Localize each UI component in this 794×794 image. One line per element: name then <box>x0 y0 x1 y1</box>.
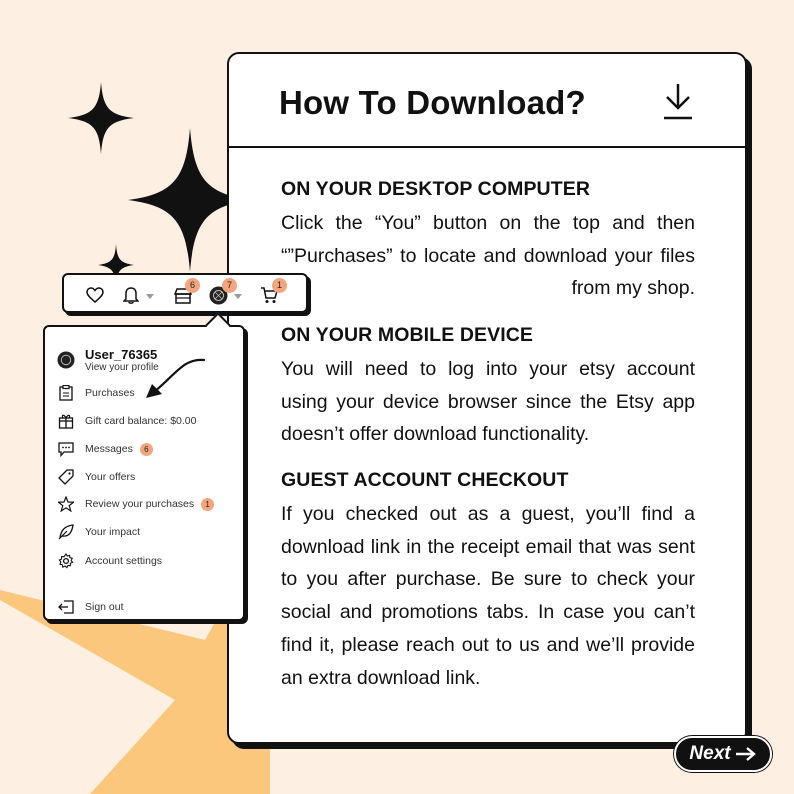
menu-item-label: Account settings <box>85 555 163 567</box>
sign-out-icon <box>57 598 75 616</box>
next-button[interactable] <box>674 736 772 772</box>
card-header <box>229 54 745 148</box>
menu-item-label: Gift card balance: $0.00 <box>85 415 197 427</box>
menu-item-label: Messages <box>85 443 133 455</box>
menu-item-label: Purchases <box>85 387 135 399</box>
section-heading: ON YOUR DESKTOP COMPUTER <box>281 178 591 200</box>
menu-item-impact[interactable] <box>57 523 140 541</box>
view-profile-link[interactable]: View your profile <box>85 362 159 373</box>
clipboard-icon <box>57 384 75 402</box>
menu-item-gift-card[interactable] <box>57 412 197 430</box>
menu-item-messages[interactable] <box>57 440 153 458</box>
etsy-toolbar <box>62 273 308 313</box>
section-heading: GUEST ACCOUNT CHECKOUT <box>281 469 569 491</box>
star-icon <box>57 495 75 513</box>
heart-icon[interactable] <box>86 287 104 303</box>
avatar-icon <box>57 351 75 369</box>
leaf-icon <box>57 523 75 541</box>
menu-item-label: Your offers <box>85 471 136 483</box>
download-icon <box>663 82 693 120</box>
message-icon <box>57 440 75 458</box>
avatar <box>57 351 75 369</box>
bell-icon[interactable] <box>123 286 139 304</box>
messages-badge: 6 <box>140 443 153 456</box>
desktop-section <box>281 178 695 305</box>
section-body: If you checked out as a guest, you’ll find a download link in the receipt email that was sent to you after purchase. Be sure to check your social and promotions tabs. In case you can’t find it, please reach out to us and we’ll provide an extra download link. <box>281 503 695 689</box>
shop-badge: 6 <box>185 278 200 293</box>
sparkle-medium-icon <box>68 82 134 154</box>
menu-item-label: Your impact <box>85 526 141 538</box>
avatar-badge: 7 <box>222 278 237 293</box>
section-body: You will need to log into your etsy account using your device browser since the Etsy app doesn’t offer download functionality. <box>281 358 695 446</box>
user-name: User_76365 <box>85 347 158 362</box>
chevron-down-icon[interactable] <box>234 294 242 299</box>
guest-section <box>281 469 695 694</box>
menu-item-review-purchases[interactable] <box>57 495 214 513</box>
menu-item-sign-out[interactable] <box>57 598 124 616</box>
next-button-label: Next <box>689 743 731 764</box>
cart-badge: 1 <box>272 278 287 293</box>
card-title: How To Download? <box>279 84 586 121</box>
gift-icon <box>57 412 75 430</box>
pointer-arrow-icon <box>140 354 210 402</box>
arrow-right-icon <box>735 746 757 762</box>
chevron-down-icon[interactable] <box>146 294 154 299</box>
review-badge: 1 <box>201 498 214 511</box>
section-heading: ON YOUR MOBILE DEVICE <box>281 324 534 346</box>
menu-item-label: Review your purchases <box>85 498 195 510</box>
menu-item-account-settings[interactable] <box>57 552 162 570</box>
section-body: Click the “You” button on the top and then “”Purchases” to locate and download your files from my shop. <box>281 212 695 300</box>
menu-item-label: Sign out <box>85 601 124 613</box>
gear-icon <box>57 552 75 570</box>
menu-item-purchases[interactable] <box>57 384 135 402</box>
mobile-section <box>281 324 695 451</box>
menu-item-offers[interactable] <box>57 468 135 486</box>
tag-icon <box>57 468 75 486</box>
instructions-card <box>227 52 747 744</box>
